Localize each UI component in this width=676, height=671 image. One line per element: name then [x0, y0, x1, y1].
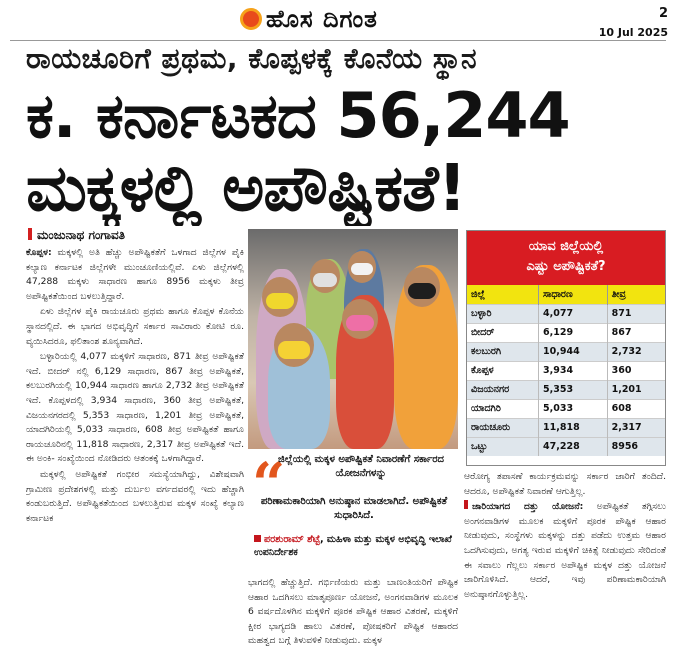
table-row [467, 361, 665, 380]
edition-date: 10 Jul 2025 [598, 26, 668, 39]
quote-text-bottom: ಪರಿಣಾಮಕಾರಿಯಾಗಿ ಅನುಷ್ಠಾನ ಮಾಡಲಾಗಿದೆ. ಅಪೌಷ್ಟಿಕತೆ ಸುಧಾರಿಸಿದೆ. [260, 496, 448, 521]
severe-cell: 2,317 [607, 418, 665, 437]
children-photo [248, 229, 458, 449]
paragraph: ಜಾರಿಯಾಗದ ದತ್ತು ಯೋಜನೆ: ಅಪೌಷ್ಟಿಕತೆ ತಗ್ಗಿಸಲು ಅಂಗನವಾಡಿಗಳ ಮೂಲಕ ಮಕ್ಕಳಿಗೆ ಪೂರಕ ಪೌಷ್ಟಿಕ ಆಹಾರ ನೀಡುವುದು, ಸಂಸ್ಥೆಗಳು ಮಕ್ಕಳನ್ನು ದತ್ತು ಪಡೆದು ಉತ್ತಮ ಆಹಾರ ಒದಗಿಸುವುದು, ಅಗತ್ಯ ಇರುವ ಮಕ್ಕಳಿಗೆ ಚಿಕಿತ್ಸೆ ನೀಡುವುದು ಸೇರಿದಂತೆ ಈ ಸವಾಲು ಗೆಲ್ಲಲು ಸರ್ಕಾರ ಅಪೌಷ್ಟಿಕ ಮಕ್ಕಳ ದತ್ತು ಯೋಜನೆ ಜಾರಿಗೊಳಿಸಿದೆ. ಆದರೆ, ಇವು ಪರಿಣಾಮಕಾರಿಯಾಗಿ ಅನುಷ್ಠಾನಗೊಳ್ಳುತ್ತಿಲ್ಲ. [464, 501, 666, 600]
masthead [0, 0, 676, 38]
district-cell: ಯಾದಗಿರಿ [467, 399, 539, 418]
moderate-cell: 10,944 [539, 342, 608, 361]
total-severe-cell: 8956 [607, 437, 665, 456]
district-table [466, 230, 666, 466]
total-label-cell: ಒಟ್ಟು [467, 437, 539, 456]
article-kicker: ರಾಯಚೂರಿಗೆ ಪ್ರಥಮ, ಕೊಪ್ಪಳಕ್ಕೆ ಕೊನೆಯ ಸ್ಥಾನ [26, 42, 478, 75]
column-header: ತೀವ್ರ [611, 288, 626, 300]
sun-logo-icon [240, 8, 262, 30]
district-cell: ಬೀದರ್ [467, 323, 539, 342]
severe-cell: 608 [607, 399, 665, 418]
newspaper-logo [240, 4, 378, 34]
article-column-1 [26, 246, 244, 671]
headline-line-1: ಕ. ಕರ್ನಾಟಕದ 56,244 [26, 80, 570, 152]
total-moderate-cell: 47,228 [539, 437, 608, 456]
severe-cell: 2,732 [607, 342, 665, 361]
moderate-cell: 4,077 [539, 304, 608, 323]
paragraph: ಭಾಗದಲ್ಲಿ ಹೆಚ್ಚುತ್ತಿದೆ. ಗರ್ಭಿಣಿಯರು ಮತ್ತು ಬಾಣಂತಿಯರಿಗೆ ಪೌಷ್ಟಿಕ ಆಹಾರ ಒದಗಿಸಲು ಮಾತೃಪೂರ್ಣ ಯೋಜನೆ, ಅಂಗನವಾಡಿಗಳ ಮೂಲಕ 6 ವರ್ಷದೊಳಗಿನ ಮಕ್ಕಳಿಗೆ ಪೂರಕ ಪೌಷ್ಟಿಕ ಆಹಾರ ವಿತರಣೆ, ಮಕ್ಕಳಿಗೆ ಕ್ಷೀರ ಭಾಗ್ಯದಡಿ ಹಾಲು ವಿತರಣೆ, ಪೋಷಕರಿಗೆ ಪೌಷ್ಟಿಕ ಆಹಾರದ ಮಹತ್ವದ ಬಗ್ಗೆ ತಿಳುವಳಿಕೆ ನೀಡುವುದು. ಮಕ್ಕಳ [248, 577, 458, 647]
quote-text-top: ಜಿಲ್ಲೆಯಲ್ಲಿ ಮಕ್ಕಳ ಅಪೌಷ್ಟಿಕತೆ ನಿವಾರಣೆಗೆ ಸರ್ಕಾರದ ಯೋಜನೆಗಳನ್ನು [278, 454, 444, 479]
table-row [467, 399, 665, 418]
quote-author-role: , ಮಹಿಳಾ ಮತ್ತು ಮಕ್ಕಳ ಅಭಿವೃದ್ಧಿ ಇಲಾಖೆ ಉಪನಿರ್ದೇಶಕ [254, 534, 452, 558]
severe-cell: 867 [607, 323, 665, 342]
district-cell: ಕೊಪ್ಪಳ [467, 361, 539, 380]
paragraph: ಮಕ್ಕಳಲ್ಲಿ ಅಪೌಷ್ಟಿಕತೆ ಗಂಭೀರ ಸಮಸ್ಯೆಯಾಗಿದ್ದು, ವಿಶೇಷವಾಗಿ ಗ್ರಾಮೀಣ ಪ್ರದೇಶಗಳಲ್ಲಿ ಮತ್ತು ದುರ್ಬಲ ವರ್ಗದವರಲ್ಲಿ ಇದು ಹೆಚ್ಚಾಗಿ ಕಂಡುಬರುತ್ತಿದೆ. ಅಪೌಷ್ಟಿಕತೆಯಿಂದ ಬಳಲುತ್ತಿರುವ ಮಕ್ಕಳ ಸಂಖ್ಯೆ ಕಲ್ಯಾಣ ಕರ್ನಾಟಕ [26, 468, 244, 524]
quote-attribution [254, 533, 458, 559]
table-title-line-1: ಯಾವ ಜಿಲ್ಲೆಯಲ್ಲಿ [528, 239, 604, 254]
article-column-2 [248, 576, 458, 671]
page-number: 2 [658, 6, 668, 21]
masthead-divider [10, 40, 666, 41]
paragraph: ಏಳು ಜಿಲ್ಲೆಗಳ ಪೈಕಿ ರಾಯಚೂರು ಪ್ರಥಮ ಹಾಗೂ ಕೊಪ್ಪಳ ಕೊನೆಯ ಸ್ಥಾನದಲ್ಲಿದೆ. ಈ ಭಾಗದ ಅಭಿವೃದ್ಧಿಗೆ ಸರ್ಕಾರ ಸಾವಿರಾರು ಕೋಟಿ ರೂ. ವ್ಯಯಿಸಿದರೂ, ಫಲಿತಾಂಶ ಶೂನ್ಯವಾಗಿದೆ. [26, 306, 244, 347]
malnutrition-table [467, 285, 665, 456]
severe-cell: 360 [607, 361, 665, 380]
paragraph: ಆರೋಗ್ಯ ತಪಾಸಣೆ ಕಾರ್ಯಕ್ರಮವನ್ನು ಸರ್ಕಾರ ಜಾರಿಗೆ ತಂದಿದೆ. ಆದರೂ, ಅಪೌಷ್ಟಿಕತೆ ನಿವಾರಣೆ ಆಗುತ್ತಿಲ್ಲ. [464, 471, 666, 497]
district-cell: ರಾಯಚೂರು [467, 418, 539, 437]
headline-line-2: ಮಕ್ಕಳಲ್ಲಿ ಅಪೌಷ್ಟಿಕತೆ! [26, 152, 466, 226]
quote-mark-icon: “ [252, 450, 286, 518]
column-header: ಜಿಲ್ಲೆ [467, 285, 539, 304]
byline: ಮಂಜುನಾಥ ಗಂಗಾವತಿ [28, 228, 238, 246]
table-total-row [467, 437, 665, 456]
moderate-cell: 6,129 [539, 323, 608, 342]
paragraph: ಬಳ್ಳಾರಿಯಲ್ಲಿ 4,077 ಮಕ್ಕಳಿಗೆ ಸಾಧಾರಣ, 871 ತೀವ್ರ ಅಪೌಷ್ಟಿಕತೆ ಇದೆ. ಬೀದರ್ ನಲ್ಲಿ 6,129 ಸಾಧಾರಣ, 867 ತೀವ್ರ ಅಪೌಷ್ಟಿಕತೆ, ಕಲಬುರಗಿಯಲ್ಲಿ 10,944 ಸಾಧಾರಣ ಹಾಗೂ 2,732 ತೀವ್ರ ಅಪೌಷ್ಟಿಕತೆ ಇದೆ. ಕೊಪ್ಪಳದಲ್ಲಿ 3,934 ಸಾಧಾರಣ, 360 ತೀವ್ರ ಅಪೌಷ್ಟಿಕತೆ, ವಿಜಯನಗರದಲ್ಲಿ 5,353 ಸಾಧಾರಣ, 1,201 ತೀವ್ರ ಅಪೌಷ್ಟಿಕತೆ, ಯಾದಗಿರಿಯಲ್ಲಿ 5,033 ಸಾಧಾರಣ, 608 ತೀವ್ರ ಅಪೌಷ್ಟಿಕತೆ ಹಾಗೂ ರಾಯಚೂರಿನಲ್ಲಿ 11,818 ಸಾಧಾರಣ, 2,317 ತೀವ್ರ ಅಪೌಷ್ಟಿಕತೆ ಇದೆ. ಈ ಅಂಕಿ- ಸಂಖ್ಯೆಯಿಂದ ನೋಡಿದರು ಆತಂಕಕ್ಕೆ ಒಳಗಾಗಿದ್ದಾರೆ. [26, 351, 244, 465]
table-row [467, 418, 665, 437]
moderate-cell: 11,818 [539, 418, 608, 437]
district-cell: ವಿಜಯನಗರ [467, 380, 539, 399]
quote-author-name: ಪರಶುರಾಮ್ ಶೆಟ್ಟೆ [264, 534, 321, 545]
district-cell: ಬಳ್ಳಾರಿ [467, 304, 539, 323]
bullet-square-icon [254, 535, 261, 542]
table-row [467, 323, 665, 342]
severe-cell: 871 [607, 304, 665, 323]
severe-cell: 1,201 [607, 380, 665, 399]
moderate-cell: 3,934 [539, 361, 608, 380]
table-header-row [467, 285, 665, 304]
column-header: ಸಾಧಾರಣ [539, 285, 608, 304]
district-cell: ಕಲಬುರಗಿ [467, 342, 539, 361]
table-row [467, 304, 665, 323]
pull-quote [248, 449, 458, 567]
moderate-cell: 5,033 [539, 399, 608, 418]
table-title-line-2: ಎಷ್ಟು ಅಪೌಷ್ಟಿಕತೆ? [526, 259, 606, 274]
table-row [467, 342, 665, 361]
table-title [467, 231, 665, 285]
subheading: ಜಾರಿಯಾಗದ ದತ್ತು ಯೋಜನೆ: [464, 501, 583, 512]
table-row [467, 380, 665, 399]
article-column-3 [464, 470, 666, 671]
paragraph: ಕೊಪ್ಪಳ: ಮಕ್ಕಳಲ್ಲಿ ಅತಿ ಹೆಚ್ಚು ಅಪೌಷ್ಟಿಕತೆಗೆ ಒಳಗಾದ ಜಿಲ್ಲೆಗಳ ಪೈಕಿ ಕಲ್ಯಾಣ ಕರ್ನಾಟಕ ಜಿಲ್ಲೆಗಳೇ ಮುಂಚೂಣಿಯಲ್ಲಿವೆ. ಏಳು ಜಿಲ್ಲೆಗಳಲ್ಲಿ 47,288 ಮಕ್ಕಳು ಸಾಧಾರಣ ಹಾಗೂ 8956 ಮಕ್ಕಳು ತೀವ್ರ ಅಪೌಷ್ಟಿಕತೆಯಿಂದ ಬಳಲುತ್ತಿದ್ದಾರೆ. [26, 247, 244, 302]
dateline: ಕೊಪ್ಪಳ: [26, 247, 52, 258]
logo-text: ಹೊಸ ದಿಗಂತ [266, 5, 378, 33]
moderate-cell: 5,353 [539, 380, 608, 399]
